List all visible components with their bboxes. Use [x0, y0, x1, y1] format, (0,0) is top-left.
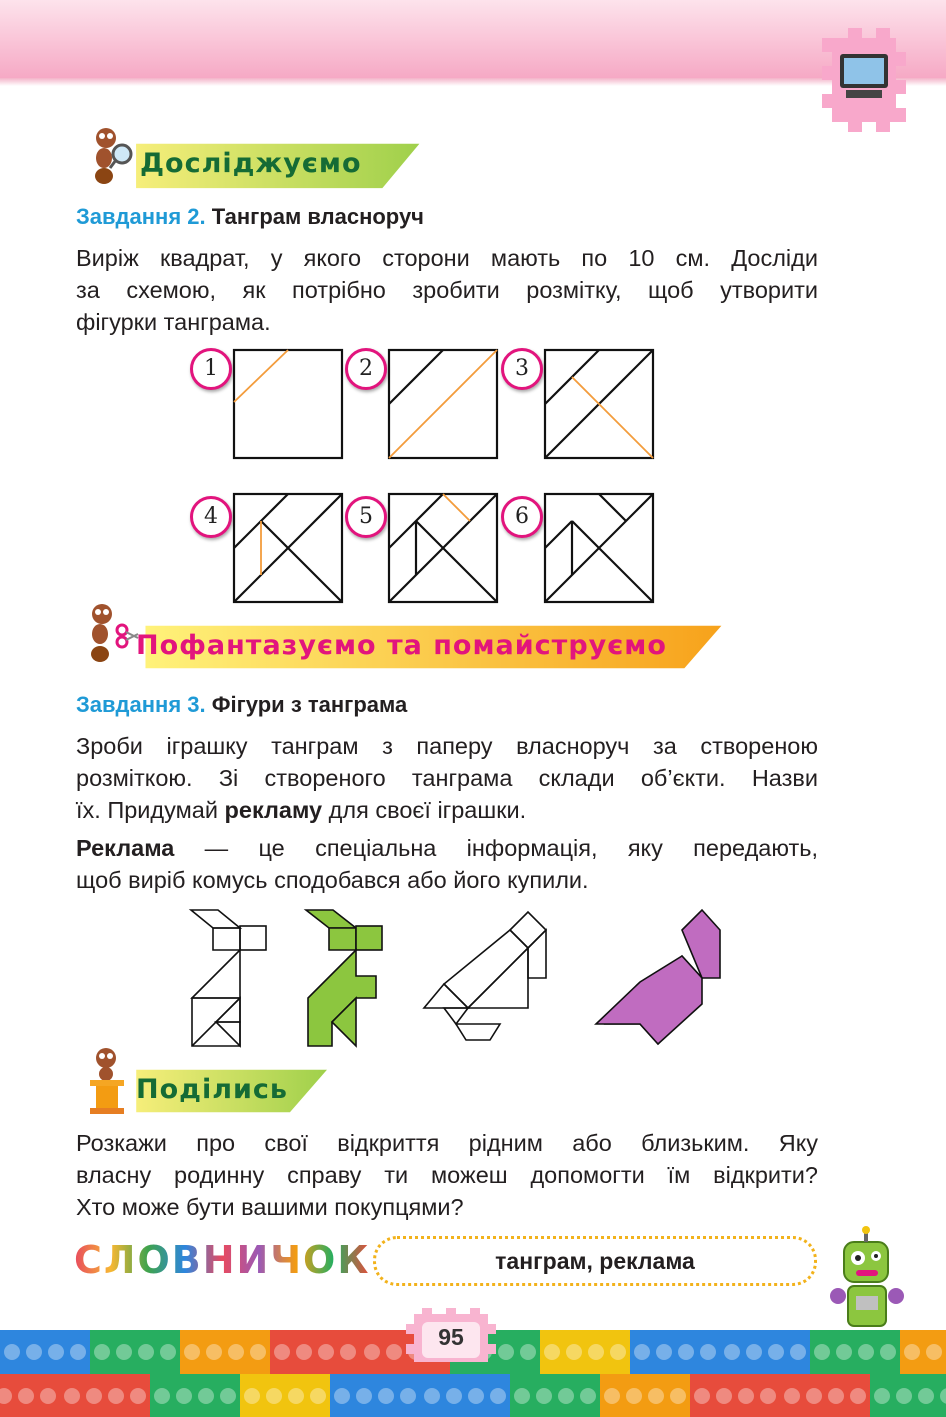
- lego-stud: [694, 1388, 710, 1404]
- lego-stud: [536, 1388, 552, 1404]
- lego-stud: [544, 1344, 560, 1360]
- task-3-title: [76, 692, 407, 718]
- step-number: 6: [501, 496, 543, 538]
- lego-stud: [198, 1388, 214, 1404]
- definition-term: Реклама: [76, 835, 175, 861]
- dictionary-words: танграм, реклама: [495, 1248, 695, 1274]
- section-banner-create: [74, 622, 754, 672]
- rabbit-green-figure: [306, 910, 382, 1046]
- lego-stud: [26, 1344, 42, 1360]
- lego-stud: [386, 1344, 402, 1360]
- lego-stud: [626, 1388, 642, 1404]
- lego-stud: [288, 1388, 304, 1404]
- lego-stud: [138, 1344, 154, 1360]
- lego-stud: [116, 1344, 132, 1360]
- text-fragment: для своєї іграшки.: [322, 797, 527, 823]
- lego-stud: [446, 1388, 462, 1404]
- step-number: 3: [501, 348, 543, 390]
- swan-violet-figure: [596, 910, 720, 1044]
- section-title: Досліджуємо: [140, 148, 362, 179]
- lego-stud: [836, 1344, 852, 1360]
- lego-stud: [896, 1388, 912, 1404]
- text-line: [76, 794, 818, 826]
- share-text: [76, 1127, 818, 1223]
- lego-stud: [4, 1344, 20, 1360]
- text-line: власну родинну справу ти можеш допомогти їм відкрити?: [76, 1162, 818, 1188]
- lego-stud: [806, 1388, 822, 1404]
- text-fragment: — це спеціальна інформація, яку передають,: [174, 835, 818, 861]
- lego-stud: [424, 1388, 440, 1404]
- lego-stud: [588, 1344, 604, 1360]
- lego-stud: [86, 1388, 102, 1404]
- lego-stud: [918, 1388, 934, 1404]
- text-line: щоб виріб комусь сподобався або його купили.: [76, 867, 589, 893]
- lego-stud: [604, 1388, 620, 1404]
- tangram-figures: [0, 900, 946, 1060]
- text-line: Розкажи про свої відкриття рідним або близьким. Яку: [76, 1130, 818, 1156]
- lego-stud: [904, 1344, 920, 1360]
- lego-stud: [18, 1388, 34, 1404]
- task-number: Завдання 3.: [76, 692, 206, 717]
- lego-stud: [318, 1344, 334, 1360]
- rabbit-outline-figure: [191, 910, 266, 1046]
- lego-stud: [220, 1388, 236, 1404]
- lego-stud: [154, 1388, 170, 1404]
- lego-stud: [700, 1344, 716, 1360]
- section-banner-share: [84, 1066, 344, 1116]
- lego-stud: [520, 1344, 536, 1360]
- dictionary-title: [74, 1238, 370, 1282]
- task-3-text: [76, 730, 818, 826]
- lego-stud: [228, 1344, 244, 1360]
- robot-icon: [826, 1226, 906, 1336]
- step-number: 2: [345, 348, 387, 390]
- lego-stud: [874, 1388, 890, 1404]
- step-number: 4: [190, 496, 232, 538]
- lego-stud: [364, 1344, 380, 1360]
- step-number: 1: [190, 348, 232, 390]
- lego-stud: [926, 1344, 942, 1360]
- lego-stud: [634, 1344, 650, 1360]
- lego-stud: [498, 1344, 514, 1360]
- section-title: Поділись: [136, 1074, 288, 1105]
- lego-stud: [850, 1388, 866, 1404]
- lego-stud: [310, 1388, 326, 1404]
- tangram-step-diagrams: [0, 0, 946, 620]
- text-line: розміткою. Зі створеного танграма склади об’єкти. Назви: [76, 765, 818, 791]
- lego-stud: [790, 1344, 806, 1360]
- lego-stud: [266, 1388, 282, 1404]
- lego-stud: [724, 1344, 740, 1360]
- section-title: Пофантазуємо та помайструємо: [136, 630, 667, 661]
- lego-stud: [356, 1388, 372, 1404]
- task-name: Фігури з танграма: [211, 692, 408, 717]
- lego-stud: [48, 1344, 64, 1360]
- lego-stud: [760, 1388, 776, 1404]
- step-number: 5: [345, 496, 387, 538]
- swan-outline-figure: [424, 912, 546, 1040]
- lego-stud: [176, 1388, 192, 1404]
- ant-at-podium-icon: [84, 1044, 136, 1116]
- text-line: фігурки танграма.: [76, 309, 271, 335]
- lego-stud: [340, 1344, 356, 1360]
- lego-stud: [274, 1344, 290, 1360]
- lego-stud: [670, 1388, 686, 1404]
- text-line: Хто може бути вашими покупцями?: [76, 1194, 464, 1220]
- lego-stud: [400, 1388, 416, 1404]
- lego-stud: [130, 1388, 146, 1404]
- definition-text: [76, 832, 818, 896]
- lego-stud: [250, 1344, 266, 1360]
- lego-stud: [768, 1344, 784, 1360]
- text-fragment: їх. Придумай: [76, 797, 225, 823]
- lego-stud: [610, 1344, 626, 1360]
- lego-stud: [296, 1344, 312, 1360]
- lego-stud: [716, 1388, 732, 1404]
- lego-stud: [558, 1388, 574, 1404]
- lego-stud: [738, 1388, 754, 1404]
- lego-stud: [514, 1388, 530, 1404]
- lego-stud: [40, 1388, 56, 1404]
- lego-stud: [378, 1388, 394, 1404]
- lego-stud: [784, 1388, 800, 1404]
- lego-stud: [160, 1344, 176, 1360]
- page-number-badge: [404, 1306, 498, 1370]
- lego-stud: [108, 1388, 124, 1404]
- lego-stud: [880, 1344, 896, 1360]
- lego-stud: [746, 1344, 762, 1360]
- lego-stud: [64, 1388, 80, 1404]
- text-line: [76, 832, 818, 864]
- page-number: 95: [438, 1324, 464, 1350]
- text-line: Виріж квадрат, у якого сторони мають по 10 см. Досліди: [76, 245, 818, 271]
- lego-stud: [206, 1344, 222, 1360]
- ant-with-scissors-icon: [74, 600, 140, 670]
- lego-stud: [580, 1388, 596, 1404]
- lego-stud: [334, 1388, 350, 1404]
- lego-stud: [858, 1344, 874, 1360]
- text-line: Зроби іграшку танграм з паперу власноруч за створеною: [76, 733, 818, 759]
- lego-stud: [184, 1344, 200, 1360]
- task-number: Завдання 2.: [76, 204, 206, 229]
- task-name: Танграм власноруч: [211, 204, 424, 229]
- lego-stud: [70, 1344, 86, 1360]
- lego-stud: [656, 1344, 672, 1360]
- dictionary-title-text: СЛОВНИЧОК: [74, 1238, 371, 1282]
- lego-stud: [244, 1388, 260, 1404]
- lego-stud: [566, 1344, 582, 1360]
- lego-stud: [94, 1344, 110, 1360]
- bold-word: рекламу: [224, 797, 323, 823]
- lego-stud: [814, 1344, 830, 1360]
- text-line: за схемою, як потрібно зробити розмітку, щоб утворити: [76, 277, 818, 303]
- lego-stud: [490, 1388, 506, 1404]
- lego-stud: [828, 1388, 844, 1404]
- lego-stud: [678, 1344, 694, 1360]
- lego-stud: [648, 1388, 664, 1404]
- lego-stud: [468, 1388, 484, 1404]
- dictionary-box: [373, 1236, 817, 1286]
